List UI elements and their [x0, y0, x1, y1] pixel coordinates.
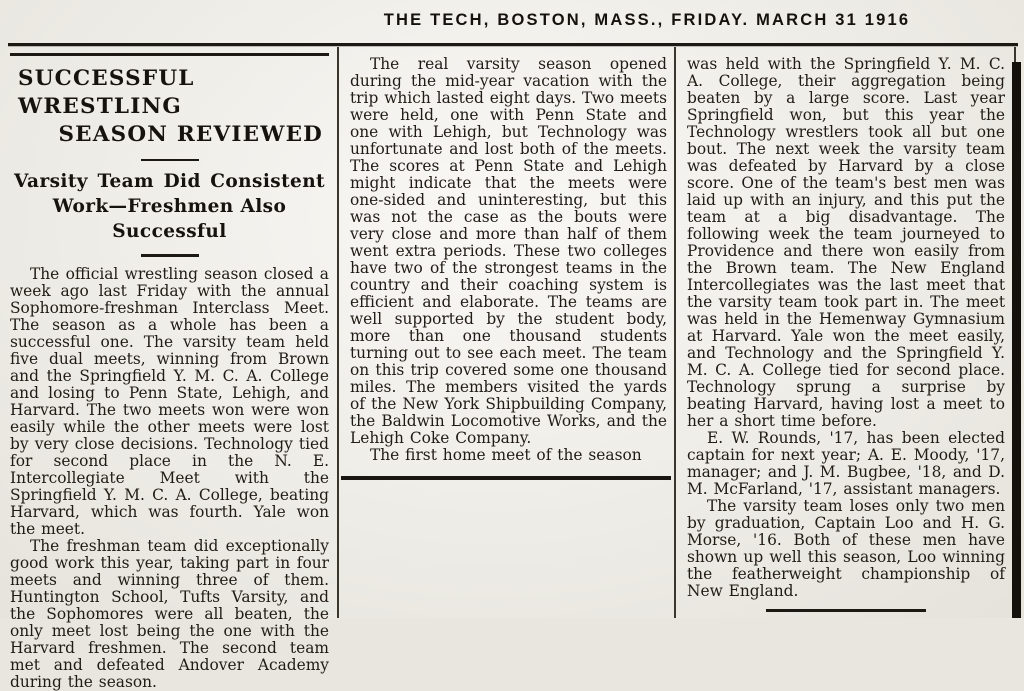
column-2-body	[350, 56, 667, 464]
column-1	[8, 47, 339, 691]
article-columns	[8, 47, 1016, 691]
masthead-title: THE TECH, BOSTON, MASS., FRIDAY. MARCH 31 1916	[383, 11, 911, 29]
section-end-divider	[341, 476, 671, 480]
adjacent-column-edge-bar	[1012, 62, 1021, 618]
subhead-line-2: Work—Freshmen Also	[52, 196, 287, 218]
subhead-divider	[141, 254, 199, 257]
article-paragraph: The varsity team loses only two men by graduation, Captain Loo and H. G. Morse, '16. Both of these men have shown up well this season, Loo winning the featherweight championship of New England.	[687, 497, 1005, 600]
article-paragraph: The real varsity season opened during the mid-year vacation with the trip which lasted eight days. Two meets were held, one with Penn State and one with Lehigh, but Technology was unfortunate and lost both of the meets. The scores at Penn State and Lehigh might indicate that the meets were one-sided and uninteresting, but this was not the case as the bouts were very close and more than half of them went extra periods. These two colleges have two of the strongest teams in the country and their coaching system is efficient and elaborate. The teams are well supported by the student body, more than one thousand students turning out to see each meet. The team on this trip covered some one thousand miles. The members visited the yards of the New York Shipbuilding Company, the Baldwin Locomotive Works, and the Lehigh Coke Company.	[350, 55, 667, 447]
article-paragraph: E. W. Rounds, '17, has been elected captain for next year; A. E. Moody, '17, manager; and J. M. Bugbee, '18, and D. M. McFarland, '17, assistant managers.	[687, 429, 1005, 498]
subhead-line-1: Varsity Team Did Consistent	[14, 171, 325, 193]
column-1-body	[10, 266, 329, 691]
column-3-body	[687, 56, 1005, 600]
subhead-line-3: Successful	[112, 221, 227, 243]
column-3	[676, 47, 1016, 618]
article-paragraph: The first home meet of the season	[370, 446, 642, 464]
article-end-divider	[766, 609, 926, 612]
article-paragraph: The official wrestling season closed a week ago last Friday with the annual Sophomore-freshman Interclass Meet. The season as a whole has been a successful one. The varsity team held five dual meets, winning from Brown and the Springfield Y. M. C. A. College and losing to Penn State, Lehigh, and Harvard. The two meets won were won easily while the other meets were lost by very close decisions. Technology tied for second place in the N. E. Intercollegiate Meet with the Springfield Y. M. C. A. College, beating Harvard, which was fourth. Yale won the meet.	[10, 264, 329, 538]
masthead-divider	[8, 43, 1018, 46]
column-2	[339, 47, 676, 618]
headline-top-divider	[10, 53, 329, 56]
article-paragraph: was held with the Springfield Y. M. C. A. College, their aggregation being beaten by a large score. Last year Springfield won, but this year the Technology wrestlers took all but one bout. The next week the varsity team was defeated by Harvard by a close score. One of the team's best men was laid up with an injury, and this put the team at a big disadvantage. The following week the team journeyed to Providence and there won easily from the Brown team. The New England Intercollegiates was the last meet that the varsity team took part in. The meet was held in the Hemenway Gymnasium at Harvard. Yale won the meet easily, and Technology and the Springfield Y. M. C. A. College tied for second place. Technology sprung a surprise by beating Harvard, having lost a meet to her a short time before.	[687, 55, 1005, 430]
headline-line-2: SEASON REVIEWED	[58, 122, 323, 148]
article-headline	[10, 65, 329, 150]
headline-divider	[141, 159, 199, 162]
masthead	[270, 11, 1024, 30]
article-subhead	[10, 170, 329, 245]
headline-line-1: SUCCESSFUL WRESTLING	[18, 65, 195, 119]
article-paragraph: The freshman team did exceptionally good work this year, taking part in four meets and winning three of them. Huntington School, Tufts Varsity, and the Sophomores were all beaten, the only meet lost being the one with the Harvard freshmen. The second team met and defeated Andover Academy during the season.	[10, 536, 329, 691]
